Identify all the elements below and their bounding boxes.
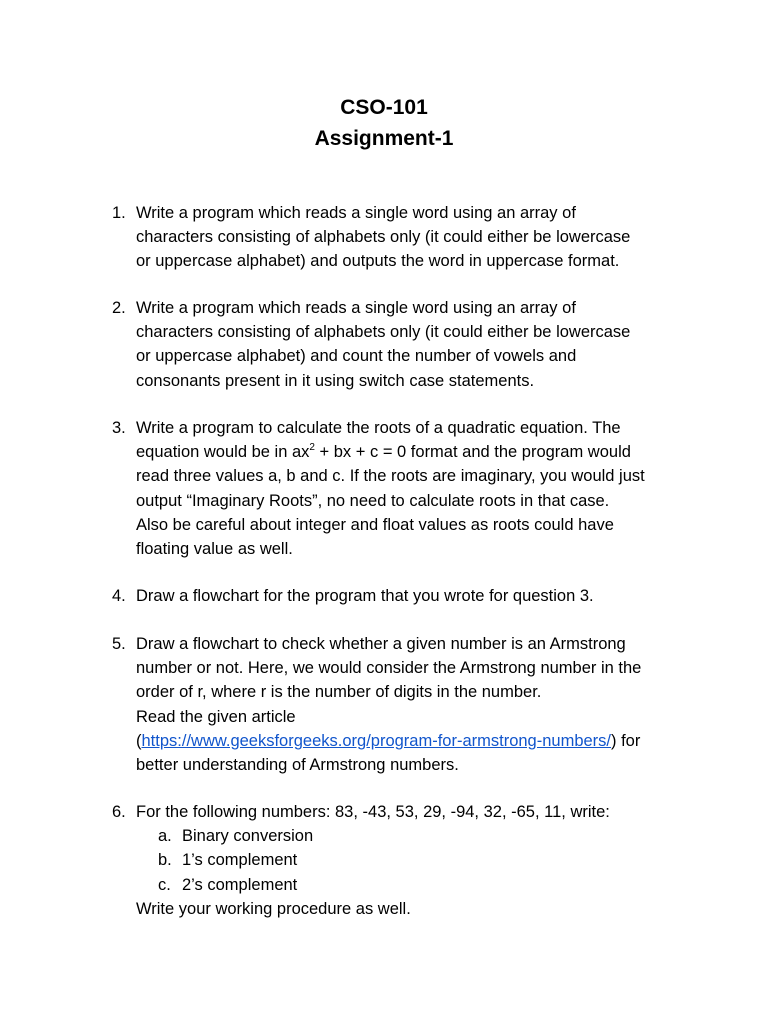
exponent: 2 [309,441,315,453]
equation-suffix: + bx + c = 0 format and the program would [314,443,631,462]
question-text-line: consonants present in it using switch case statements. [136,371,535,390]
question-3 [112,416,712,561]
paren-close: ) for [611,731,641,750]
article-link-line [136,729,712,753]
question-6 [112,800,712,921]
question-text-line: For the following numbers: 83, -43, 53, 29, -94, 32, -65, 11, write: [136,803,610,821]
question-1 [112,201,712,274]
question-4 [112,584,712,608]
question-text-line: or uppercase alphabet) and outputs the word in uppercase format. [136,252,620,271]
question-text-line: Draw a flowchart to check whether a given number is an Armstrong [136,635,626,653]
equation-prefix: equation would be in ax [136,443,310,462]
question-number: 2. [112,299,126,317]
question-number: 1. [112,204,126,222]
sub-item-number: b. [158,851,172,870]
question-text-line: better understanding of Armstrong numbers. [136,756,459,775]
question-text-line: Write your working procedure as well. [136,899,411,918]
question-5 [112,632,712,777]
sub-item-a [158,824,712,848]
sub-item-text: Binary conversion [182,827,314,846]
question-text-line: floating value as well. [136,540,293,559]
question-text-line: Write a program to calculate the roots of a quadratic equation. The [136,419,621,437]
paren-open: ( [136,731,142,750]
question-text-line: Write a program which reads a single word using an array of [136,299,576,317]
question-text-line: Write a program which reads a single word using an array of [136,204,576,222]
question-text-line: Draw a flowchart for the program that you wrote for question 3. [136,587,594,605]
question-text-line: order of r, where r is the number of digits in the number. [136,683,542,702]
question-text-line: output “Imaginary Roots”, no need to calculate roots in that case. [136,491,610,510]
question-text-line: read three values a, b and c. If the roots are imaginary, you would just [136,467,645,486]
question-text-line-equation [136,440,712,464]
sub-item-c [158,873,712,897]
sub-item-b [158,848,712,872]
question-number: 6. [112,803,126,821]
question-2 [112,296,712,393]
assignment-title: Assignment-1 [314,127,454,150]
question-number: 5. [112,635,126,653]
question-number: 3. [112,419,126,437]
sub-item-number: c. [158,875,171,894]
course-code: CSO-101 [340,96,428,119]
sub-item-text: 2’s complement [182,875,298,894]
question-text-line: number or not. Here, we would consider the Armstrong number in the [136,659,642,678]
question-text-line: Read the given article [136,707,296,726]
question-text-line: characters consisting of alphabets only (it could either be lowercase [136,323,631,342]
question-text-line: or uppercase alphabet) and count the number of vowels and [136,347,577,366]
question-number: 4. [112,587,126,605]
question-text-line: characters consisting of alphabets only (it could either be lowercase [136,228,631,247]
sub-item-text: 1’s complement [182,851,298,870]
armstrong-article-link[interactable]: https://www.geeksforgeeks.org/program-for-armstrong-numbers/ [141,731,612,750]
question-text-line: Also be careful about integer and float values as roots could have [136,515,614,534]
sub-item-number: a. [158,827,172,846]
document-title [0,92,768,154]
